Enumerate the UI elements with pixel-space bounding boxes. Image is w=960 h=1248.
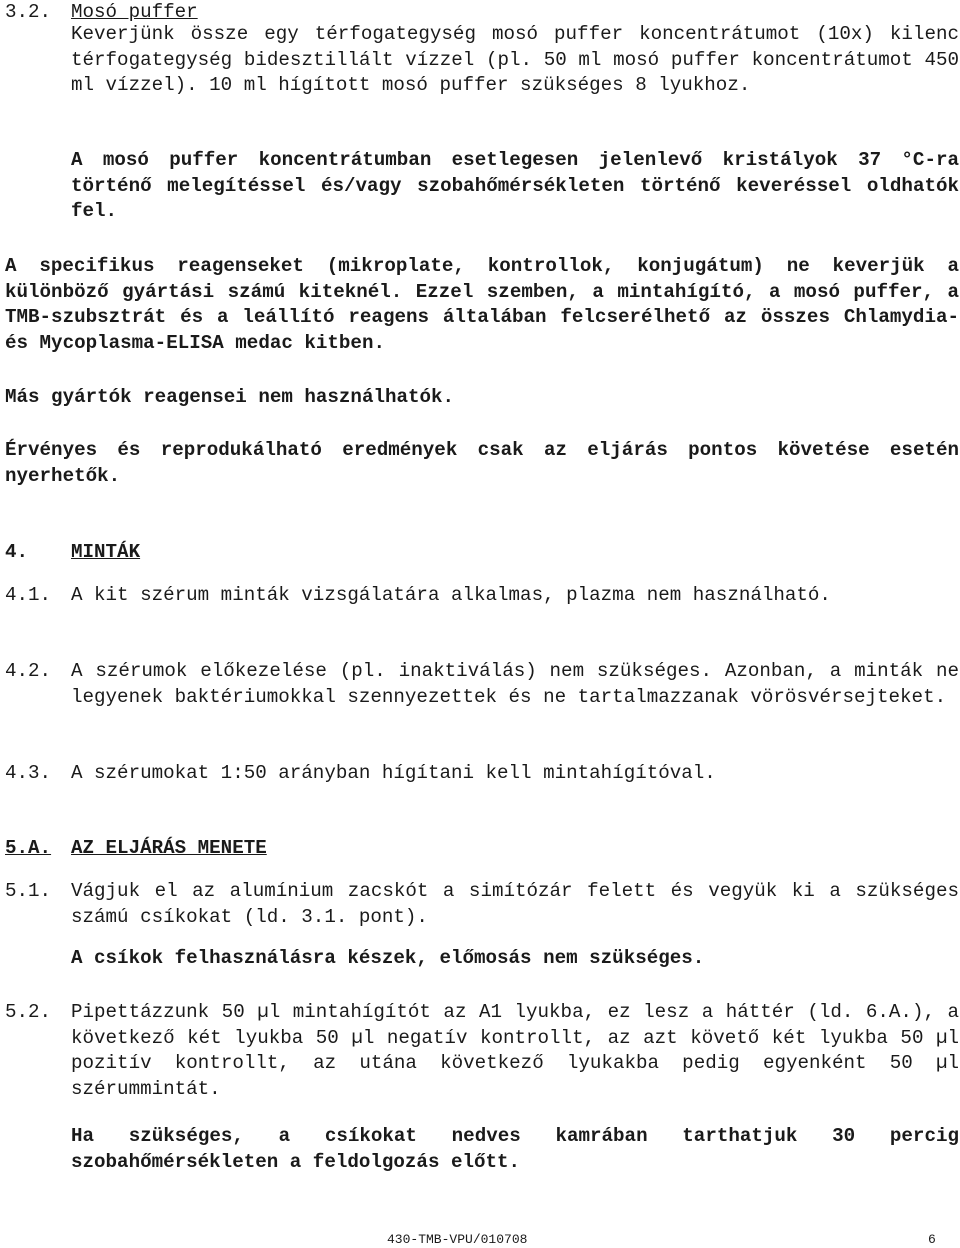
section-number-4: 4.	[5, 541, 29, 563]
paragraph-crystals: A mosó puffer koncentrátumban esetlegesen jelenlevő kristályok 37 °C-ra történő melegítéssel és/vagy szobahőmérsékleten történő keveréssel oldhatók fel.	[71, 149, 959, 223]
paragraph-specific-reagents: A specifikus reagenseket (mikroplate, kontrollok, konjugátum) ne keverjük a különböző gyártási számú kiteknél. Ezzel szemben, a mintahígító, a mosó puffer, a TMB-szubsztrát és a leállító reagens általában felcserélhető az összes Chlamydia-és Mycoplasma-ELISA medac kitben.	[5, 255, 959, 354]
footer-page-number: 6	[928, 1232, 936, 1247]
section-title-moso-puffer: Mosó puffer	[71, 1, 198, 23]
section-number-5A: 5.A.	[5, 837, 52, 859]
paragraph-valid-results: Érvényes és reprodukálható eredmények csak az eljárás pontos követése esetén nyerhetők.	[5, 439, 959, 487]
item-text-5-1: Vágjuk el az alumínium zacskót a simítózár felett és vegyük ki a szükséges számú csíkokat (ld. 3.1. pont).	[71, 880, 959, 928]
section-title-mintak: MINTÁK	[71, 541, 141, 563]
item-note-5-1: A csíkok felhasználásra készek, előmosás nem szükséges.	[71, 947, 705, 969]
item-number-4-3: 4.3.	[5, 762, 52, 784]
item-number-4-2: 4.2.	[5, 660, 52, 682]
paragraph-other-manufacturers: Más gyártók reagensei nem használhatók.	[5, 386, 455, 408]
item-number-5-1: 5.1.	[5, 880, 52, 902]
item-number-5-2: 5.2.	[5, 1001, 52, 1023]
section-number-3-2: 3.2.	[5, 1, 52, 23]
item-text-4-2: A szérumok előkezelése (pl. inaktiválás) nem szükséges. Azonban, a minták ne legyenek baktériumokkal szennyezettek és ne tartalmazzanak vörösvérsejteket.	[71, 660, 959, 708]
item-number-4-1: 4.1.	[5, 584, 52, 606]
item-text-5-2: Pipettázzunk 50 µl mintahígítót az A1 lyukba, ez lesz a háttér (ld. 6.A.), a következő két lyukba 50 µl negatív kontrollt, az azt követő két lyukba 50 µl pozitív kontrollt, az utána következő lyukakba pedig egyenként 50 µl szérummintát.	[71, 1001, 959, 1100]
item-text-4-1: A kit szérum minták vizsgálatára alkalmas, plazma nem használható.	[71, 584, 831, 606]
footer-document-code: 430-TMB-VPU/010708	[387, 1232, 528, 1247]
item-text-4-3: A szérumokat 1:50 arányban hígítani kell mintahígítóval.	[71, 762, 716, 784]
item-note-5-2: Ha szükséges, a csíkokat nedves kamrában tarthatjuk 30 percig szobahőmérsékleten a feldolgozás előtt.	[71, 1125, 959, 1173]
paragraph-moso-puffer-dilution: Keverjünk össze egy térfogategység mosó puffer koncentrátumot (10x) kilenc térfogategység bidesztillált vízzel (pl. 50 ml mosó puffer koncentrátumot 450 ml vízzel). 10 ml hígított mosó puffer szükséges 8 lyukhoz.	[71, 23, 959, 97]
section-title-eljaras-menete: AZ ELJÁRÁS MENETE	[71, 837, 267, 859]
